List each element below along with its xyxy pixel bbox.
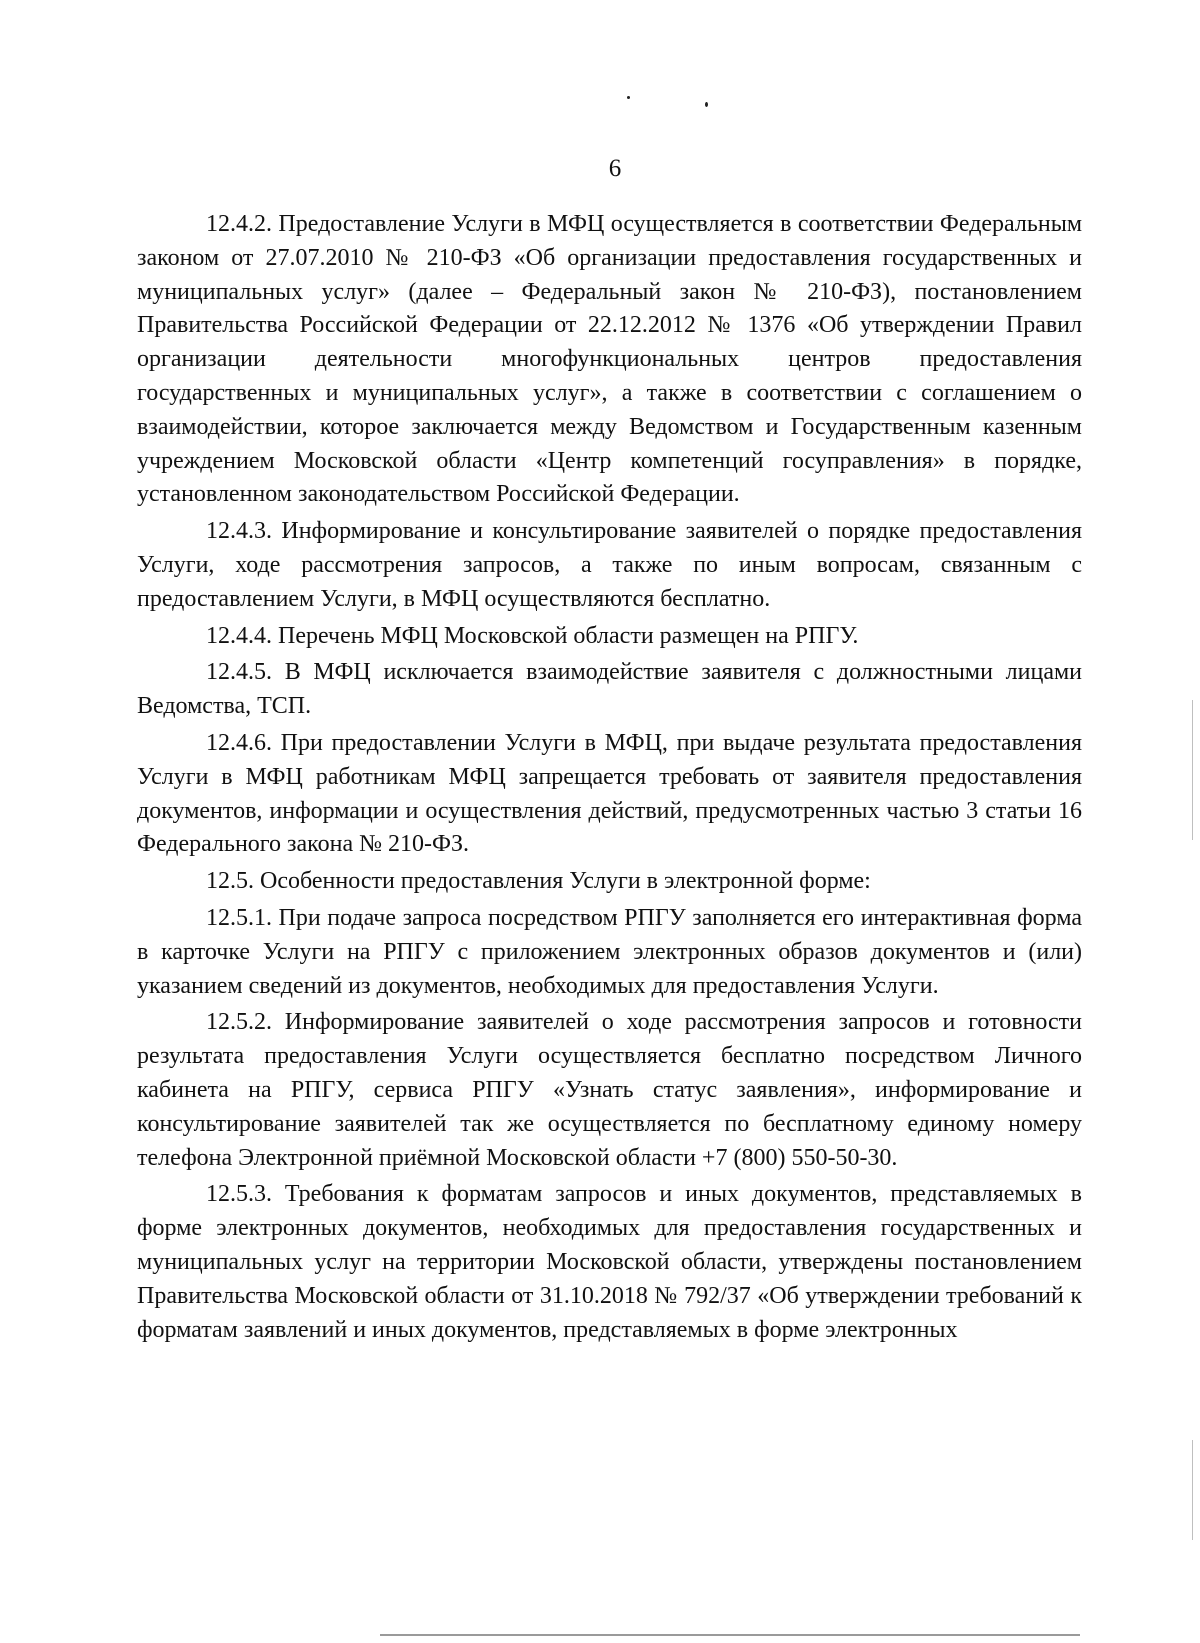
paragraph-12-5: 12.5. Особенности предоставления Услуги в электронной форме: — [206, 868, 871, 895]
paragraph-12-4-5: 12.4.5. В МФЦ исключается взаимодействие заявителя с должностными лицами Ведомства, ТСП. — [137, 659, 1082, 720]
paragraph-12-4-6: 12.4.6. При предоставлении Услуги в МФЦ, при выдаче результата предоставления Услуги в МФЦ работникам МФЦ запрещается требовать от заявителя предоставления документов, информации и осуществления действий, предусмотренных частью 3 статьи 16 Федерального закона № 210-ФЗ. — [137, 729, 1082, 858]
scan-bottom-line — [380, 1634, 1080, 1636]
scan-edge-line — [1192, 1440, 1193, 1540]
document-body — [137, 208, 1082, 1347]
paragraph-12-4-4: 12.4.4. Перечень МФЦ Московской области размещен на РПГУ. — [206, 622, 859, 649]
paragraph-12-5-2: 12.5.2. Информирование заявителей о ходе рассмотрения запросов и готовности результата предоставления Услуги осуществляется бесплатно посредством Личного кабинета на РПГУ, сервиса РПГУ «Узнать статус заявления», информирование и консультирование заявителей так же осуществляется по бесплатному единому номеру телефона Электронной приёмной Московской области +7 (800) 550-50-30. — [137, 1009, 1082, 1171]
page-number: 6 — [608, 155, 622, 182]
paragraph-12-4-3: 12.4.3. Информирование и консультирование заявителей о порядке предоставления Услуги, ходе рассмотрения запросов, а также по иным вопросам, связанным с предоставлением Услуги, в МФЦ осуществляются бесплатно. — [137, 518, 1082, 612]
paragraph-12-5-1: 12.5.1. При подаче запроса посредством РПГУ заполняется его интерактивная форма в карточке Услуги на РПГУ с приложением электронных образов документов и (или) указанием сведений из документов, необходимых для предоставления Услуги. — [137, 904, 1082, 999]
scan-edge-line — [1192, 700, 1193, 840]
paragraph-12-5-3: 12.5.3. Требования к форматам запросов и иных документов, представляемых в форме электронных документов, необходимых для предоставления государственных и муниципальных услуг на территории Московской области, утверждены постановлением Правительства Московской области от 31.10.2018 № 792/37 «Об утверждении требований к форматам заявлений и иных документов, представляемых в форме электронных — [137, 1181, 1082, 1343]
paragraph-12-4-2: 12.4.2. Предоставление Услуги в МФЦ осуществляется в соответствии Федеральным законом от 27.07.2010 № 210-ФЗ «Об организации предоставления государственных и муниципальных услуг» (далее – Федеральный закон № 210-ФЗ), постановлением Правительства Российской Федерации от 22.12.2012 № 1376 «Об утверждении Правил организации деятельности многофункциональных центров предоставления государственных и муниципальных услуг», а также в соответствии с соглашением о взаимодействии, которое заключается между Ведомством и Государственным казенным учреждением Московской области «Центр компетенций госуправления» в порядке, установленном законодательством Российской Федерации. — [137, 211, 1082, 508]
scan-speck — [627, 96, 630, 99]
scan-speck — [705, 102, 708, 107]
